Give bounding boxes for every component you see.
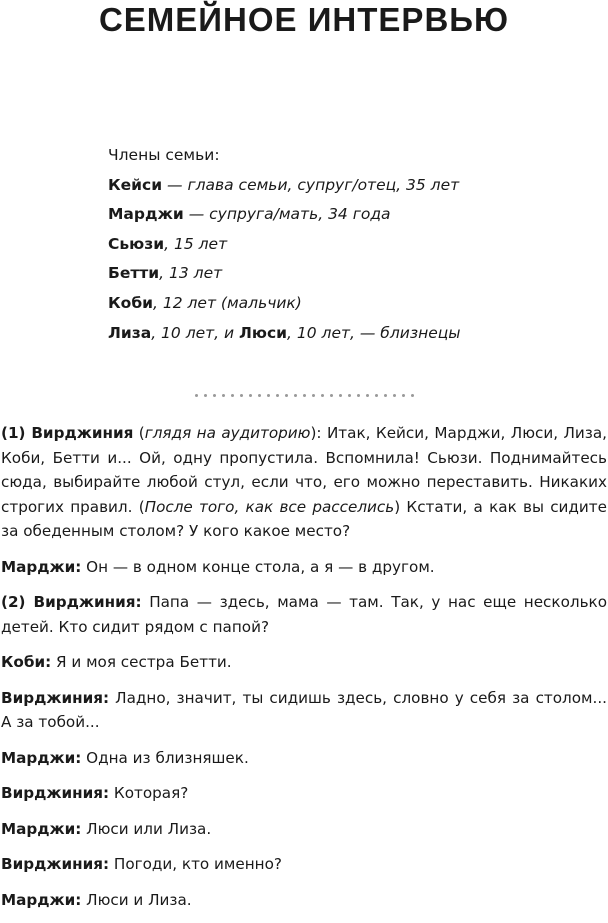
member-name: Марджи: [108, 205, 184, 224]
speech-text: Папа — здесь, мама — там. Так, у нас еще несколько детей. Кто сидит рядом с папой?: [1, 593, 607, 636]
member-line: [108, 171, 578, 201]
member-description: , 15 лет: [164, 234, 228, 253]
speech-text: Я и моя сестра Бетти.: [51, 653, 232, 671]
member-description: — глава семьи, супруг/отец, 35 лет: [162, 175, 460, 194]
speech-text: Ладно, значит, ты сидишь здесь, словно у себя за столом... А за тобой...: [1, 688, 607, 731]
speaker-name: Марджи:: [1, 890, 82, 909]
speech-text: ): Итак, Кейси, Марджи, Люси, Лиза, Коби, Бетти и... Ой, одну пропустила. Вспомнила! Сьюзи. Поднимайтесь сюда, выбирайте любой стул, если что, его можно переставить. Никаких строгих правил. (: [1, 424, 607, 516]
speech-text: (: [133, 424, 145, 442]
member-description: , 13 лет: [159, 264, 223, 283]
dialogue-line: [1, 746, 607, 771]
speaker-name: Марджи:: [1, 557, 82, 576]
dialogue-line: [1, 650, 607, 675]
member-name: Люси: [239, 323, 288, 342]
member-name: Коби: [108, 293, 154, 312]
stage-direction: После того, как все расселись: [144, 497, 395, 516]
speech-text: Люси и Лиза.: [81, 890, 192, 909]
speech-text: Которая?: [109, 784, 189, 802]
member-description: — супруга/мать, 34 года: [183, 205, 391, 224]
member-name: Бетти: [108, 264, 160, 283]
speech-text: Погоди, кто именно?: [109, 855, 282, 873]
speech-text: Он — в одном конце стола, а я — в другом.: [81, 557, 435, 576]
dialogue-line: [1, 421, 607, 544]
member-description: , 10 лет, и: [151, 323, 240, 342]
speaker-name: (2) Вирджиния:: [1, 593, 142, 611]
speaker-name: Коби:: [1, 653, 52, 671]
page-title: СЕМЕЙНОЕ ИНТЕРВЬЮ: [98, 1, 510, 38]
speaker-name: Вирджиния:: [1, 855, 110, 873]
speech-text: Люси или Лиза.: [81, 819, 212, 838]
members-heading: Члены семьи:: [108, 146, 220, 164]
dialogue-line: [1, 781, 607, 806]
member-line: [108, 289, 578, 319]
dialogue-line: [1, 817, 607, 842]
speaker-name: Вирджиния:: [1, 688, 110, 707]
speaker-name: Марджи:: [1, 748, 82, 767]
member-description: , 10 лет, — близнецы: [287, 323, 461, 342]
dialogue-line: [1, 852, 607, 877]
member-name: Кейси: [108, 175, 163, 194]
speaker-name: Вирджиния:: [1, 784, 110, 802]
member-description: , 12 лет (мальчик): [153, 293, 302, 312]
family-members-block: [108, 141, 578, 348]
dialogue-line: [1, 555, 607, 580]
speech-text: Одна из близняшек.: [81, 748, 249, 767]
dialogue-transcript: [1, 421, 607, 923]
member-line: [108, 230, 578, 260]
speaker-name: (1) Вирджиния: [1, 424, 134, 442]
dialogue-line: [1, 686, 607, 735]
member-line: [108, 200, 578, 230]
member-name: Лиза: [108, 323, 152, 342]
dialogue-line: [1, 590, 607, 639]
member-line: [108, 259, 578, 289]
speech-text: ) Кстати, а как вы сидите за обеденным столом? У кого какое место?: [1, 497, 607, 540]
stage-direction: глядя на аудиторию: [144, 424, 311, 442]
dialogue-line: [1, 888, 607, 913]
section-divider: [0, 394, 608, 397]
member-line-twins: [108, 319, 578, 349]
member-name: Сьюзи: [108, 234, 165, 253]
speaker-name: Марджи:: [1, 819, 82, 838]
